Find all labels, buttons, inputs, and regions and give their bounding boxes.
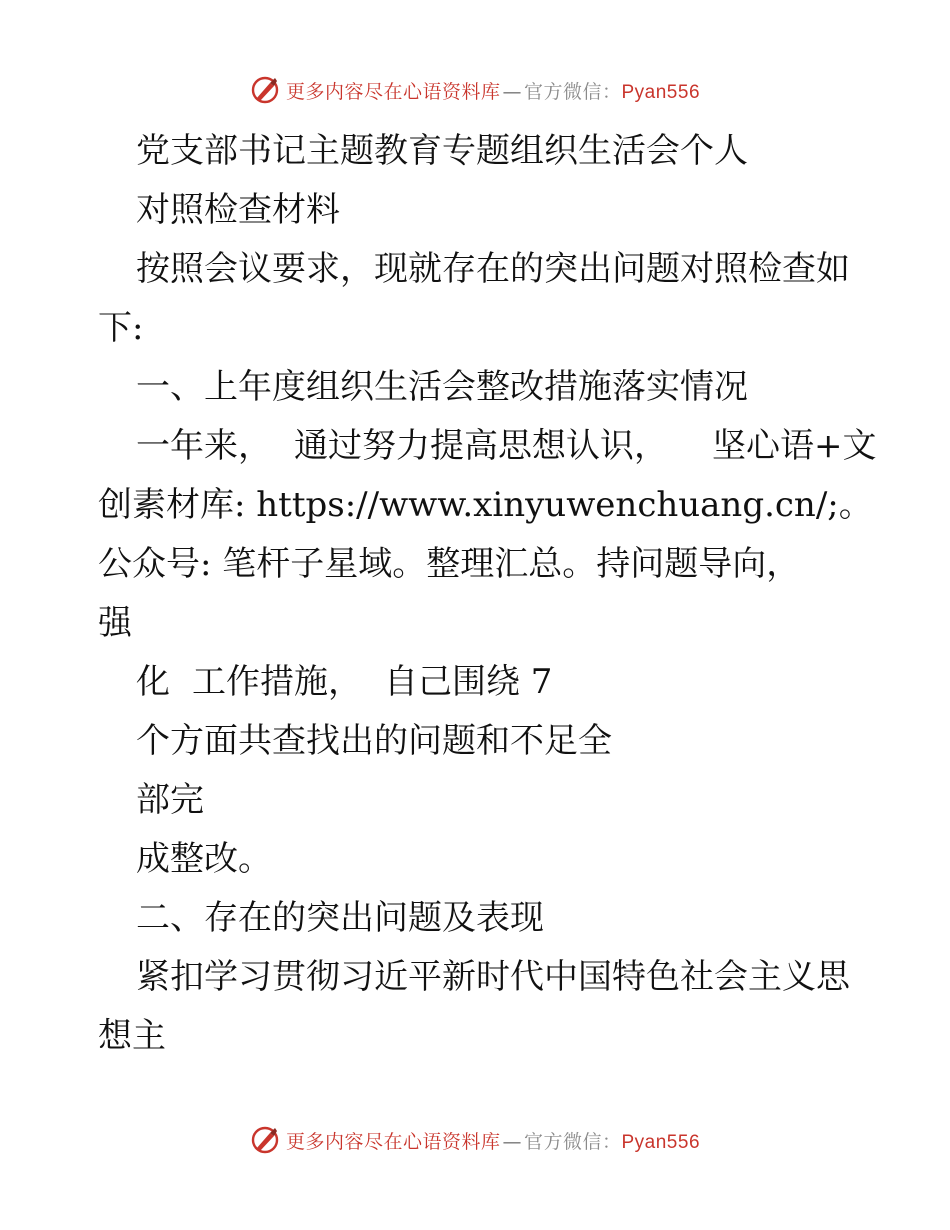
banner-label: 官方微信： (523, 80, 622, 103)
s1-line1-part-b: 通过努力提高思想认识， (294, 426, 668, 466)
section-1-line-4: 强 (98, 603, 132, 643)
section-1-line-1 (98, 417, 877, 476)
banner-text (286, 77, 700, 104)
s1-line1-part-a: 一年来， (136, 426, 272, 466)
banner-main-text: 更多内容尽在心语资料库 (285, 80, 501, 103)
section-1-line-3: 公众号: 笔杆子星域。整理汇总。持问题导向， (98, 544, 801, 584)
section-1-line-7: 部完 (136, 780, 204, 820)
doc-title-line-1: 党支部书记主题教育专题组织生活会个人 (136, 131, 748, 171)
pen-logo-icon (250, 1125, 280, 1155)
banner-label: 官方微信： (523, 1130, 622, 1153)
s1-line5-part-c: 自己围绕 7 (384, 662, 553, 702)
footer-banner (0, 1120, 950, 1160)
doc-title-line-2: 对照检查材料 (136, 190, 340, 230)
banner-separator: — (502, 80, 522, 103)
intro-line-2: 下: (98, 308, 144, 348)
section-2-line-1: 紧扣学习贯彻习近平新时代中国特色社会主义思 (136, 957, 850, 997)
banner-wechat-id: Pyan556 (621, 81, 701, 103)
s1-line5-part-b: 工作措施， (192, 662, 362, 702)
section-1-line-2: 创素材库: https://www.xinyuwenchuang.cn/;。 (98, 485, 873, 525)
s1-line1-part-c: 坚心语+文 (712, 426, 877, 466)
header-banner (0, 70, 950, 110)
banner-text (286, 1127, 700, 1154)
intro-line-1: 按照会议要求，现就存在的突出问题对照检查如 (136, 249, 850, 289)
banner-separator: — (502, 1130, 522, 1153)
banner-main-text: 更多内容尽在心语资料库 (285, 1130, 501, 1153)
section-1-heading: 一、上年度组织生活会整改措施落实情况 (136, 367, 748, 407)
section-1-line-6: 个方面共查找出的问题和不足全 (136, 721, 612, 761)
section-1-line-8: 成整改。 (136, 839, 272, 879)
section-2-line-2: 想主 (98, 1016, 166, 1056)
banner-wechat-id: Pyan556 (621, 1131, 701, 1153)
section-1-line-5 (98, 653, 858, 712)
s1-line5-part-a: 化 (136, 662, 170, 702)
section-2-heading: 二、存在的突出问题及表现 (136, 898, 544, 938)
document-body (98, 122, 877, 1066)
pen-logo-icon (250, 75, 280, 105)
